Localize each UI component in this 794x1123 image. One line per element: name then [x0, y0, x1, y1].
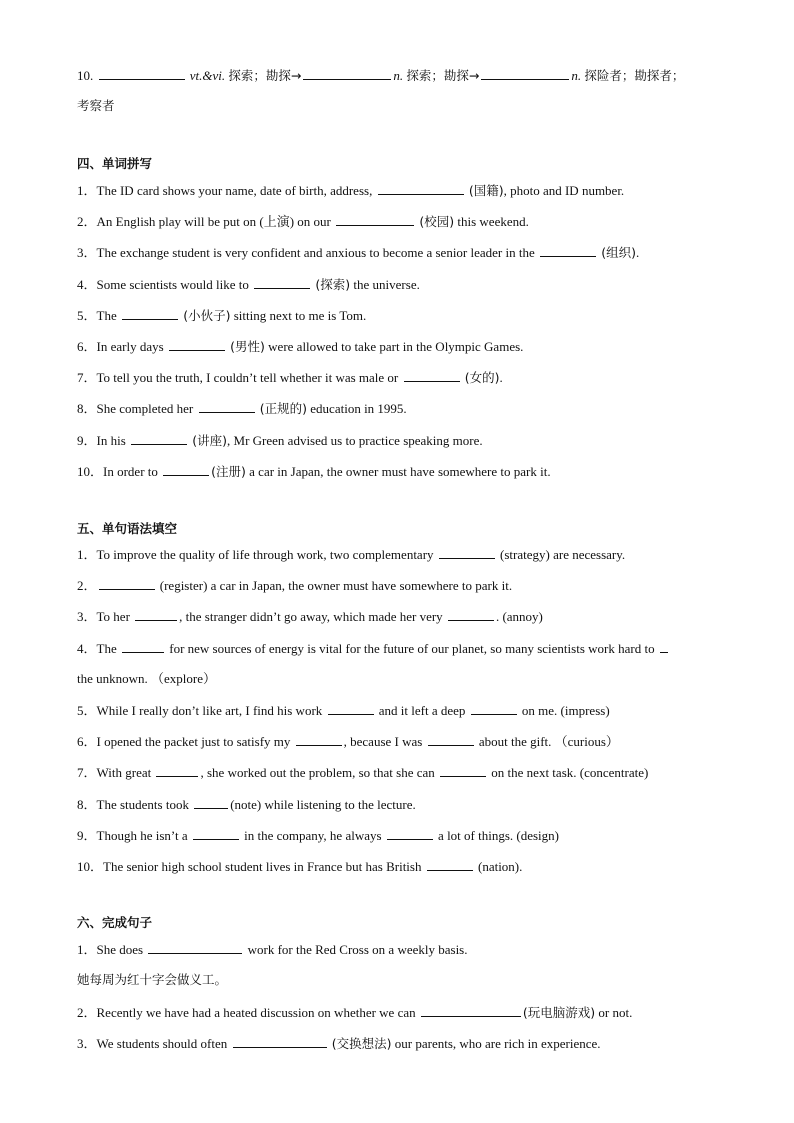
- hint: (讲座): [192, 433, 228, 448]
- answer-blank[interactable]: [448, 607, 494, 621]
- item-number: 8．: [77, 797, 97, 812]
- meaning: 探索；勘探→: [228, 68, 302, 83]
- sentence-text: sitting next to me is Tom.: [233, 308, 367, 323]
- hint: (正规的): [259, 401, 308, 416]
- answer-blank[interactable]: [378, 181, 464, 195]
- section-4-heading: 四、单词拼写: [77, 156, 153, 171]
- item-number: 10．: [77, 464, 104, 479]
- s5-item-4: [77, 639, 737, 658]
- sentence-text: She does: [96, 942, 144, 957]
- answer-blank[interactable]: [428, 732, 474, 746]
- answer-blank[interactable]: [131, 431, 187, 445]
- s5-item-1: [77, 545, 737, 564]
- s5-item-3: [77, 607, 737, 626]
- hint: (校园): [419, 214, 455, 229]
- item-number: 4．: [77, 277, 97, 292]
- answer-blank[interactable]: [194, 795, 228, 809]
- sentence-text: To improve the quality of life through work, two complementary: [96, 547, 434, 562]
- sentence-text: The ID card shows your name, date of birth, address,: [96, 183, 373, 198]
- item-number: 6．: [77, 734, 97, 749]
- item-number: 7．: [77, 765, 97, 780]
- sentence-text: To tell you the truth, I couldn’t tell whether it was male or: [96, 370, 399, 385]
- sentence-text: With great: [96, 765, 152, 780]
- answer-blank[interactable]: [122, 306, 178, 320]
- s6-item-1: [77, 940, 737, 959]
- meaning: 探索；勘探→: [406, 68, 480, 83]
- s5-item-10: [77, 857, 737, 876]
- item-number: 1．: [77, 183, 97, 198]
- sentence-text: (strategy) are necessary.: [500, 547, 626, 562]
- sentence-text: were allowed to take part in the Olympic Games.: [268, 339, 524, 354]
- answer-blank[interactable]: [471, 701, 517, 715]
- hint: (交换想法): [331, 1036, 392, 1051]
- sentence-text: While I really don’t like art, I find his work: [96, 703, 323, 718]
- answer-blank[interactable]: [135, 607, 177, 621]
- item-number: 10．: [77, 859, 104, 874]
- sentence-text: She completed her: [96, 401, 194, 416]
- sentence-text: .: [499, 370, 503, 385]
- hint: (组织): [601, 245, 637, 260]
- sentence-text: the universe.: [353, 277, 420, 292]
- answer-blank[interactable]: [439, 545, 495, 559]
- answer-blank[interactable]: [163, 462, 209, 476]
- s5-item-2: [77, 576, 737, 595]
- s6-item-3: [77, 1034, 737, 1053]
- sentence-text: In order to: [103, 464, 158, 479]
- sentence-text: (register) a car in Japan, the owner must have somewhere to park it.: [159, 578, 513, 593]
- answer-blank[interactable]: [404, 368, 460, 382]
- answer-blank[interactable]: [99, 66, 185, 80]
- sentence-text: for new sources of energy is vital for the future of our planet, so many scientists work hard to: [169, 641, 655, 656]
- s5-item-9: [77, 826, 737, 845]
- item-number: 5．: [77, 308, 97, 323]
- answer-blank[interactable]: [303, 66, 391, 80]
- sentence-text: education in 1995.: [310, 401, 407, 416]
- sentence-text: our parents, who are rich in experience.: [394, 1036, 601, 1051]
- s4-item-2: [77, 212, 737, 231]
- sentence-text: a lot of things. (design): [438, 828, 560, 843]
- sentence-text: this weekend.: [457, 214, 529, 229]
- sentence-text: We students should often: [96, 1036, 228, 1051]
- s4-item-5: [77, 306, 737, 325]
- item-number: 1．: [77, 942, 97, 957]
- s5-item-5: [77, 701, 737, 720]
- item-number: 3．: [77, 245, 97, 260]
- sentence-text: An English play will be put on (上演) on our: [96, 214, 331, 229]
- part-of-speech: n.: [571, 68, 582, 83]
- part-of-speech: vt.&vi.: [189, 68, 226, 83]
- answer-blank[interactable]: [660, 639, 668, 653]
- answer-blank[interactable]: [296, 732, 342, 746]
- sentence-text: or not.: [598, 1005, 633, 1020]
- sentence-text: about the gift. （curious）: [478, 734, 619, 749]
- vocab-item-10-wrap: 考察者: [77, 98, 115, 113]
- answer-blank[interactable]: [421, 1003, 521, 1017]
- answer-blank[interactable]: [540, 243, 596, 257]
- hint: (玩电脑游戏): [522, 1005, 596, 1020]
- sentence-text: (note) while listening to the lecture.: [230, 797, 416, 812]
- s5-item-8: [77, 795, 737, 814]
- sentence-text: The senior high school student lives in France but has British: [103, 859, 422, 874]
- sentence-text: The students took: [96, 797, 189, 812]
- hint: (女的): [464, 370, 500, 385]
- sentence-text: . (annoy): [495, 609, 543, 624]
- s4-item-4: [77, 275, 737, 294]
- s4-item-3: [77, 243, 737, 262]
- vocab-item-10: [77, 66, 737, 85]
- s4-item-9: [77, 431, 737, 450]
- item-number: 3．: [77, 609, 97, 624]
- s4-item-1: [77, 181, 737, 200]
- answer-blank[interactable]: [336, 212, 414, 226]
- answer-blank[interactable]: [99, 576, 155, 590]
- sentence-text: and it left a deep: [378, 703, 466, 718]
- sentence-text: Recently we have had a heated discussion on whether we can: [96, 1005, 416, 1020]
- answer-blank[interactable]: [122, 639, 164, 653]
- sentence-text: In his: [96, 433, 126, 448]
- item-number: 9．: [77, 433, 97, 448]
- part-of-speech: n.: [393, 68, 404, 83]
- hint: (探索): [315, 277, 351, 292]
- hint: (国籍): [468, 183, 504, 198]
- hint: (小伙子): [183, 308, 231, 323]
- hint: (男性): [230, 339, 265, 354]
- item-number: 5．: [77, 703, 97, 718]
- item-number: 2．: [77, 578, 97, 593]
- s5-item-4-wrap: the unknown. （explore）: [77, 671, 217, 686]
- s4-item-7: [77, 368, 737, 387]
- sentence-text: .: [636, 245, 640, 260]
- answer-blank[interactable]: [233, 1034, 327, 1048]
- answer-blank[interactable]: [199, 399, 255, 413]
- sentence-text: a car in Japan, the owner must have somewhere to park it.: [249, 464, 551, 479]
- meaning: 探险者；勘探者；: [584, 68, 685, 83]
- answer-blank[interactable]: [427, 857, 473, 871]
- sentence-text: The: [96, 308, 117, 323]
- answer-blank[interactable]: [481, 66, 569, 80]
- answer-blank[interactable]: [156, 763, 198, 777]
- item-number: 8．: [77, 401, 97, 416]
- hint: (注册): [211, 464, 246, 479]
- s5-item-6: [77, 732, 737, 751]
- sentence-text: Though he isn’t a: [96, 828, 188, 843]
- item-number: 3．: [77, 1036, 97, 1051]
- sentence-text: in the company, he always: [244, 828, 382, 843]
- answer-blank[interactable]: [328, 701, 374, 715]
- item-number: 1．: [77, 547, 97, 562]
- sentence-text: Some scientists would like to: [96, 277, 249, 292]
- item-number: 4．: [77, 641, 97, 656]
- s4-item-10: [77, 462, 737, 481]
- answer-blank[interactable]: [254, 275, 310, 289]
- item-number: 9．: [77, 828, 97, 843]
- sentence-text: (nation).: [477, 859, 523, 874]
- sentence-text: , she worked out the problem, so that she can: [200, 765, 435, 780]
- sentence-text: The: [96, 641, 117, 656]
- sentence-text: work for the Red Cross on a weekly basis.: [247, 942, 468, 957]
- answer-blank[interactable]: [387, 826, 433, 840]
- answer-blank[interactable]: [440, 763, 486, 777]
- s6-item-1-translation: 她每周为红十字会做义工。: [77, 972, 228, 987]
- sentence-text: To her: [96, 609, 130, 624]
- sentence-text: , the stranger didn’t go away, which made her very: [179, 609, 443, 624]
- item-number: 6．: [77, 339, 97, 354]
- sentence-text: , because I was: [343, 734, 423, 749]
- sentence-text: , Mr Green advised us to practice speaking more.: [227, 433, 483, 448]
- s4-item-8: [77, 399, 737, 418]
- sentence-text: on me. (impress): [521, 703, 610, 718]
- sentence-text: I opened the packet just to satisfy my: [96, 734, 291, 749]
- item-number: 2．: [77, 214, 97, 229]
- s6-item-2: [77, 1003, 737, 1022]
- sentence-text: In early days: [96, 339, 164, 354]
- answer-blank[interactable]: [193, 826, 239, 840]
- sentence-text: , photo and ID number.: [503, 183, 625, 198]
- s5-item-7: [77, 763, 737, 782]
- section-5-heading: 五、单句语法填空: [77, 521, 178, 536]
- section-6-heading: 六、完成句子: [77, 915, 153, 930]
- item-number: 10.: [77, 68, 94, 83]
- sentence-text: on the next task. (concentrate): [491, 765, 649, 780]
- answer-blank[interactable]: [169, 337, 225, 351]
- item-number: 2．: [77, 1005, 97, 1020]
- answer-blank[interactable]: [148, 940, 242, 954]
- item-number: 7．: [77, 370, 97, 385]
- sentence-text: The exchange student is very confident and anxious to become a senior leader in the: [96, 245, 535, 260]
- s4-item-6: [77, 337, 737, 356]
